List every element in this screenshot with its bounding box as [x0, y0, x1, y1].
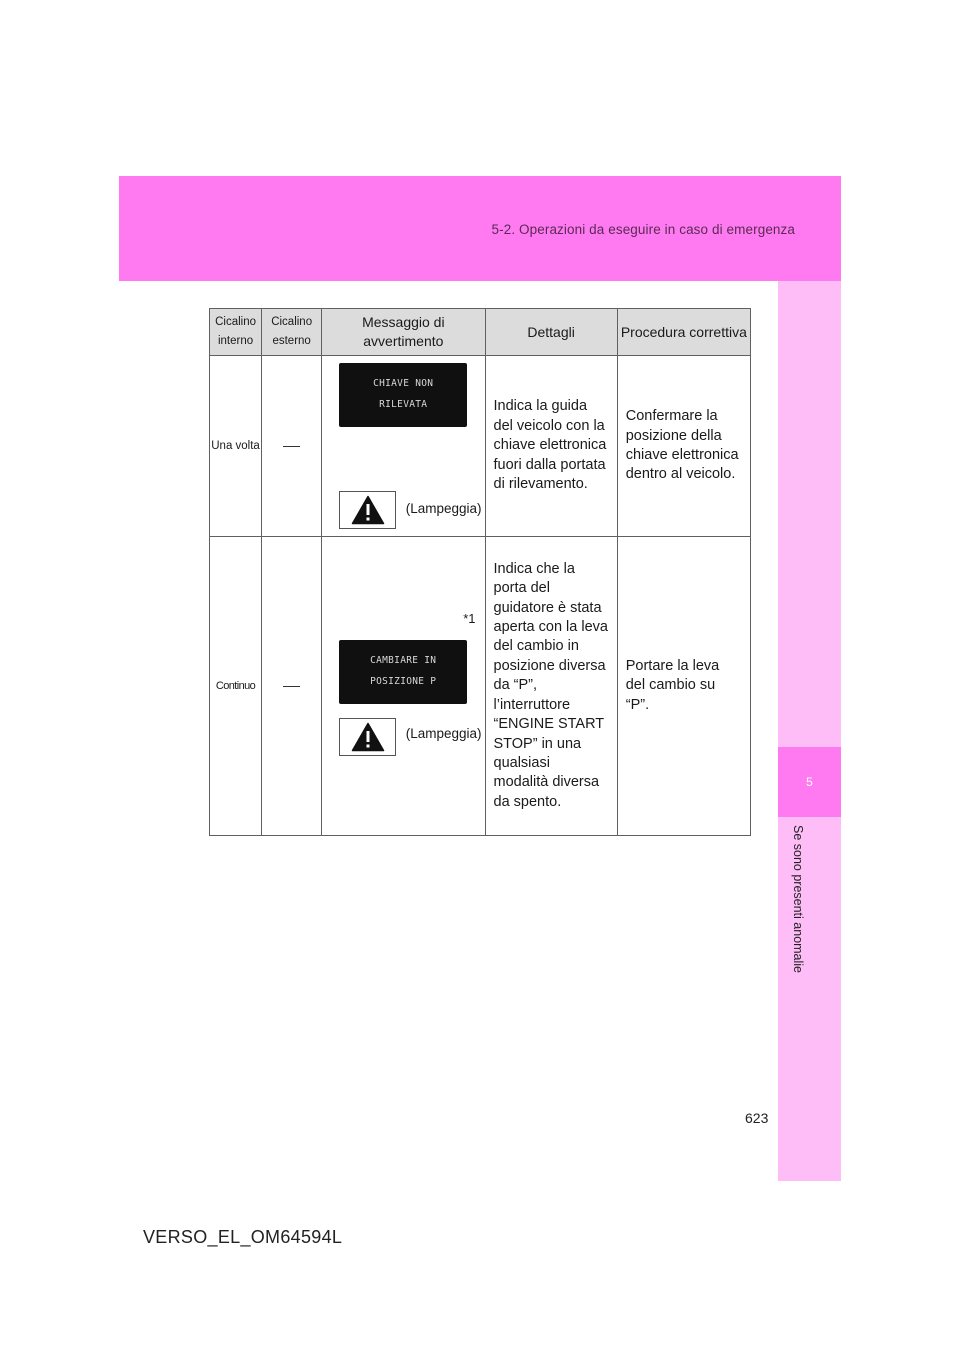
warning-table — [209, 308, 751, 836]
warning-triangle-icon — [339, 718, 396, 756]
internal-buzzer-value: Continuo — [215, 679, 256, 692]
warning-message-cell — [322, 537, 485, 836]
header-external-buzzer: Cicalino esterno — [262, 309, 322, 356]
header-warning-message: Messaggio di avvertimento — [322, 309, 485, 356]
header-internal-buzzer: Cicalino interno — [210, 309, 262, 356]
procedure-cell: Portare la leva del cambio su “P”. — [617, 537, 750, 836]
display-line-2: RILEVATA — [379, 399, 428, 410]
display-line-1: CHIAVE NON — [373, 378, 434, 389]
footnote-marker: *1 — [463, 611, 476, 626]
flashing-label: (Lampeggia) — [405, 726, 482, 741]
table-row — [210, 537, 751, 836]
procedure-cell: Confermare la posizione della chiave elettronica dentro al veicolo. — [617, 356, 750, 537]
display-line-2: POSIZIONE P — [370, 676, 437, 687]
side-tab-strip — [778, 281, 841, 1181]
chapter-title: Se sono presenti anomalie — [791, 825, 805, 974]
external-buzzer-value — [283, 446, 300, 447]
warning-triangle-icon — [339, 491, 396, 529]
flashing-label: (Lampeggia) — [405, 501, 482, 516]
header-details: Dettagli — [485, 309, 617, 356]
display-line-1: CAMBIARE IN — [370, 655, 437, 666]
header-band — [119, 176, 841, 281]
internal-buzzer-cell — [210, 356, 262, 537]
external-buzzer-cell — [262, 356, 322, 537]
display-screen — [339, 363, 467, 427]
document-code: VERSO_EL_OM64594L — [143, 1227, 343, 1247]
details-cell: Indica la guida del veicolo con la chiave elettronica fuori dalla portata di rilevamento. — [485, 356, 617, 537]
warning-message-cell — [322, 356, 485, 537]
internal-buzzer-cell — [210, 537, 262, 836]
page-number: 623 — [745, 1110, 769, 1126]
chapter-tab — [778, 747, 841, 817]
table-row — [210, 356, 751, 537]
details-cell: Indica che la porta del guidatore è stata aperta con la leva del cambio in posizione diversa da “P”, l’interruttore “ENGINE START STOP” in una qualsiasi modalità diversa da spento. — [485, 537, 617, 836]
external-buzzer-cell — [262, 537, 322, 836]
table-header-row — [210, 309, 751, 356]
section-title: 5-2. Operazioni da eseguire in caso di emergenza — [491, 222, 795, 237]
internal-buzzer-value: Una volta — [211, 439, 260, 452]
chapter-number: 5 — [806, 775, 813, 789]
header-corrective-procedure: Procedura correttiva — [617, 309, 750, 356]
display-screen — [339, 640, 467, 704]
external-buzzer-value — [283, 686, 300, 687]
